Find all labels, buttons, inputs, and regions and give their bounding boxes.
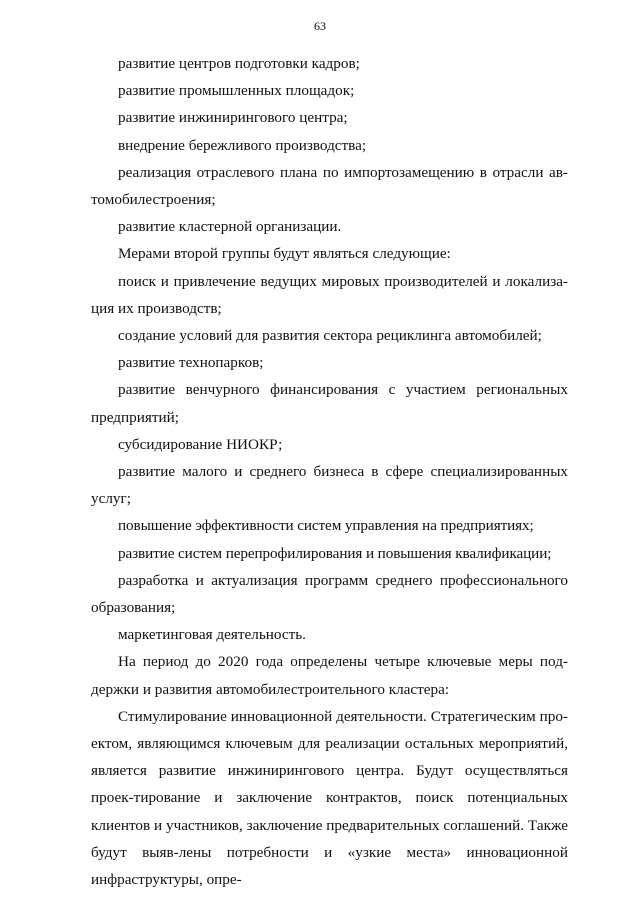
paragraph-19: Стимулирование инновационной деятельности. Стратегическим про-ектом, являющимся ключевым для реализации остальных мероприятий, является развитие инжинирингового центра. Будут осуществляться проек-тирование и заключение контрактов, поиск потенциальных клиентов и участников, заключение предварительных соглашений. Также будут выяв-лены потребности и «узкие места» инновационной инфраструктуры, опре- bbox=[91, 707, 568, 889]
paragraph-14: повышение эффективности систем управления на предприятиях; bbox=[118, 517, 534, 535]
paragraph-10: развитие технопарков; bbox=[118, 354, 264, 372]
paragraph-11: развитие венчурного финансирования с участием региональных предприятий; bbox=[91, 381, 568, 426]
paragraph-16: разработка и актуализация программ среднего профессионального образования; bbox=[91, 571, 568, 617]
paragraph-13: развитие малого и среднего бизнеса в сфере специализированных услуг; bbox=[91, 463, 568, 508]
document-body bbox=[91, 50, 568, 893]
paragraph-4: внедрение бережливого производства; bbox=[118, 136, 367, 154]
paragraph-7: Мерами второй группы будут являться следующие: bbox=[118, 245, 451, 263]
paragraph-8: поиск и привлечение ведущих мировых производителей и локализа-ция их производств; bbox=[91, 272, 568, 317]
paragraph-9: создание условий для развития сектора рециклинга автомобилей; bbox=[118, 327, 542, 345]
paragraph-15: развитие систем перепрофилирования и повышения квалификации; bbox=[118, 544, 552, 562]
paragraph-3: развитие инжинирингового центра; bbox=[118, 109, 348, 127]
paragraph-17: маркетинговая деятельность. bbox=[118, 626, 306, 644]
paragraph-1: развитие центров подготовки кадров; bbox=[118, 55, 360, 72]
paragraph-12: субсидирование НИОКР; bbox=[118, 435, 283, 453]
paragraph-6: развитие кластерной организации. bbox=[118, 218, 342, 236]
paragraph-5: реализация отраслевого плана по импортозамещению в отрасли ав-томобилестроения; bbox=[91, 163, 568, 209]
page-number: 63 bbox=[314, 19, 326, 33]
paragraph-2: развитие промышленных площадок; bbox=[118, 82, 355, 100]
paragraph-18: На период до 2020 года определены четыре ключевые меры под-держки и развития автомобилестроительного кластера: bbox=[91, 653, 568, 698]
